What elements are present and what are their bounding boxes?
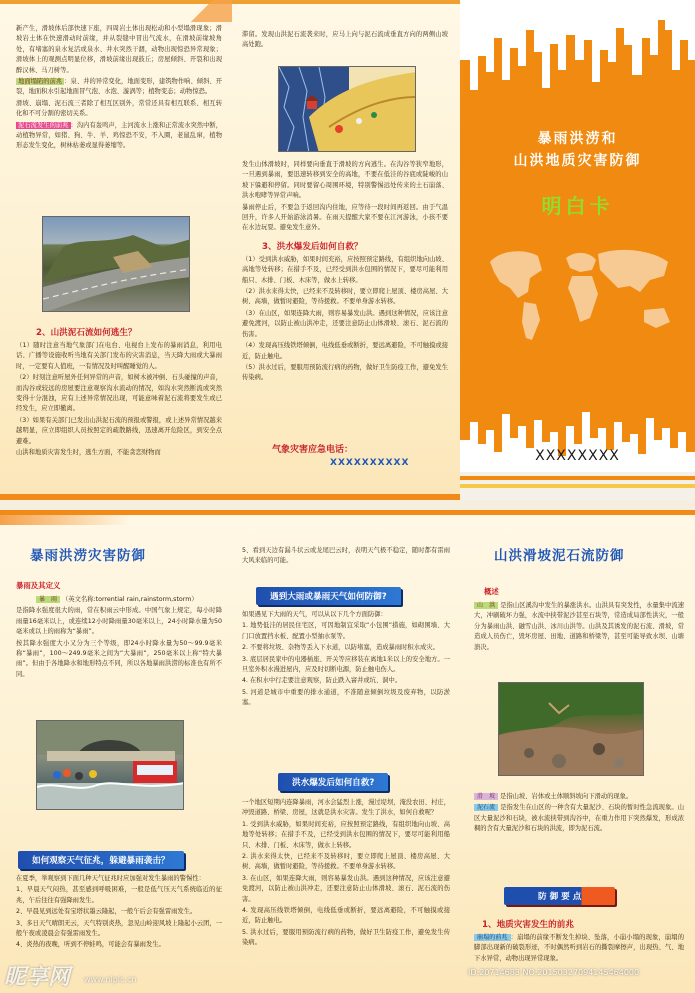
flood-selfrescue-heading: 3、洪水爆发后如何自救？ xyxy=(262,241,363,252)
panel-top-left xyxy=(0,0,232,500)
weather-sign-1: 1、早晨天气闷热，甚至感到呼吸困难，一般是低气压天气系统临近的征兆，午后往往有强降雨发生。 xyxy=(16,886,222,904)
rainstorm-tag: 暴 雨 xyxy=(36,596,60,603)
debris-flow-tag: 泥石流 xyxy=(474,804,498,811)
bot-mid-top-bar xyxy=(232,510,460,515)
cover-bottom-bar-1 xyxy=(460,476,695,480)
weather-sign-banner: 如何观察天气征兆，躲避暴雨袭击？ xyxy=(18,851,184,869)
flash-flood-tag: 山 洪 xyxy=(474,602,498,609)
overview-heading: 概述 xyxy=(484,587,499,596)
cover-bottom-bar-2 xyxy=(460,484,695,488)
flood-step-5: 5. 洪水过后，要服用预防流行病的药物，做好卫生防疫工作，避免发生传染病。 xyxy=(242,928,450,947)
flood-tunnel-art xyxy=(37,721,184,810)
weather-sign-banner-wrap xyxy=(18,848,184,869)
flood-selfhelp-banner-wrap xyxy=(278,770,388,791)
bot-mid-para0: 5、看到天边有漏斗状云或龙尾巴云时，表明天气极不稳定，随时都有雷雨大风来临的可能。 xyxy=(242,547,450,565)
top-left-orange-wedge xyxy=(172,0,232,22)
panel-cover xyxy=(460,0,695,500)
debris-flow-art xyxy=(499,683,644,776)
weather-sign-3: 3、多日天气晴朗无云，天气特别炎热，忽见山岭迎风坡上隆起小云团，一般午夜或凌晨会有强雷雨发生。 xyxy=(16,919,222,938)
flood-intro: 一个地区短期内连降暴雨，河水会猛烈上涨，漫过堤坝，淹没农田、村庄，冲毁道路、桥梁、房屋，这就是洪水灾害。发生了洪水，如何自救呢？ xyxy=(242,799,450,817)
panel-bottom-middle xyxy=(232,510,460,993)
panel-bottom-left xyxy=(0,510,232,993)
cover-footer-code: XXXXXXXX xyxy=(535,448,620,464)
flood-step-3: 3. 在山区，如果连降大雨，则容易暴发山洪。遇到这种情况，应该注意避免渡河，以防止被山洪冲走，还要注意防止山体滑坡、滚石、泥石流的伤害。 xyxy=(242,874,450,903)
top-mid-para2: 暴雨停止后，不要急于返回沟内住地，应等待一段时间再返回。由于气温回升，许多人开始游泳消暑。在雨天提醒大家不要在江河游泳，小孩不要在水边玩耍。避免发生意外。 xyxy=(242,203,448,232)
precursor-heading: 1、地质灾害发生的前兆 xyxy=(482,920,574,930)
ground-collapse-sign: 地面塌陷的前兆 ：泉、井的异常变化，地面变形，建筑物作响、倾斜、开裂，地面积水引起地面冒气泡、水泡、漩涡等；植物变态；动物惊恐。 xyxy=(16,78,223,96)
rainstorm-definition-en: 暴 雨 （英文名称:torrential rain,rainstorm,storm） xyxy=(16,595,222,605)
debris-flow-photo xyxy=(498,682,644,776)
escape-step-4: 山洪和地质灾害发生时，逃生方面，不能贪恋财物而 xyxy=(16,449,161,457)
escape-step-3: （3）如果有关部门已发出山洪泥石流的预报或警报，或上述异常情况越来越明显，应立即组织人员按照定的疏散路线，迅速离开危险区，到安全点避难。 xyxy=(16,416,222,445)
flash-flood-definition: 山 洪 是指山区溪沟中发生的暴涨洪水。山洪具有突发性，水量集中流速大，冲刷破坏力强，水流中挟带泥沙甚至石块等，常造成局部性洪灾，一般分为暴雨山洪、融雪山洪、冰川山洪等。山洪及其诱发的泥石流、滑坡，常造成人员伤亡，毁坏房屋、田地、道路和桥梁等，甚至可能导致水坝、山塘溃决。 xyxy=(474,602,684,651)
collapse-precursor: 崩塌的前兆 ：崩塌的前缘不断发生掉块、坠落，小崩小塌的现象，崩塌的脚部出现新的破裂形迹，不时偶然听到岩石的撕裂摩擦声，出现热、气、地下水异常，动物出现异常现象。 xyxy=(474,934,684,962)
flood-selfhelp-banner: 洪水爆发后如何自救? xyxy=(278,773,388,791)
heavy-rain-intro: 如果遇见下大雨的天气，可以从以下几个方面防御： xyxy=(242,611,387,618)
flood-step-1: 1. 受到洪水威胁，如果时间充裕，应按照预定路线，有组织地向山坡、高地等处转移；在措手不及，已经受到洪水包围的情况下，要尽可能利用船只、木排、门板、木床等，做水上转移。 xyxy=(242,820,450,849)
watermark-logo: 昵享网 xyxy=(4,965,71,990)
heavy-rain-tip-1: 1. 地势低洼的居民住宅区，可因地制宜采取“小包围”措施，如砌围墙、大门口放置挡水板、配置小型抽水泵等。 xyxy=(242,622,450,640)
flood-rescue-2: （2）洪水来得太快，已经来不及转移时，要立即爬上屋顶、楼房高屋、大树、高墙，做暂时避险，等待援救。不要单身游水转移。 xyxy=(242,288,448,306)
heavy-rain-tip-5: 5. 河道是城市中重要的排水通道，不准随意倾倒垃圾及废弃物，以防淤塞。 xyxy=(242,688,450,707)
rainstorm-levels: 按其降水强度大小又分为三个等级，即24小时降水量为50～99.9毫米称“暴雨”，100～249.9毫米之间为“大暴雨”，250毫米以上称“特大暴雨”。但由于各地降水和地形特点不同，所以各地暴雨洪涝的标准也有所不同。 xyxy=(16,639,222,678)
top-left-para3: 滑坡、崩塌、泥石流三者除了相互区别外，常常还具有相互联系、相互转化和不可分割的密切关系。 xyxy=(16,99,222,118)
rainstorm-definition: 是指降水强度很大的雨，常在积雨云中形成。中国气象上规定，每小时降雨量16毫米以上，或连续12小时降雨量30毫米以上，24小时降水量为50毫米或以上的雨称为“暴雨”。 xyxy=(16,607,222,636)
flood-step-2: 2. 洪水来得太快，已经来不及转移时，要立即爬上屋顶、楼房高屋、大树、高墙，做暂时避险，等待援救。不要单身游水转移。 xyxy=(242,853,450,871)
top-mid-para0: 滞留。发现山洪泥石流袭来时，应马上向与泥石流成垂直方向的两侧山坡高处跑。 xyxy=(242,31,448,49)
landslide-road-photo xyxy=(42,216,190,312)
weather-sign-2: 2、早晨见到远处有宝塔状墨云隆起，一般午后会有强雷雨发生。 xyxy=(16,908,197,916)
road-illustration xyxy=(43,217,190,312)
flood-rescue-4: （4）发现高压线铁塔倾倒，电线低垂或断折，要远离避险，不可触摸或接近，防止触电。 xyxy=(242,342,448,360)
weather-sign-4: 4、炎热的夜晚，听到不停蛙鸣，可能会有暴雨发生。 xyxy=(16,941,165,949)
landslide-section-title: 山洪滑坡泥石流防御 xyxy=(494,548,625,564)
landslide-tag: 滑 坡 xyxy=(474,793,498,800)
panel-bottom-right xyxy=(460,510,695,993)
heavy-rain-banner-wrap xyxy=(256,584,401,605)
ground-collapse-label: 地面塌陷的前兆 xyxy=(18,78,63,86)
defense-banner: 防 御 要 点 xyxy=(504,887,615,905)
flood-rescue-1: （1）受到洪水威胁，如果时间充裕，应按照预定路线，有组织地向山坡、高地等处转移；在措手不及，已经受到洪水包围的情况下，要尽可能利用船只、木排、门板、木床等，做水上转移。 xyxy=(242,255,448,284)
panel-top-middle xyxy=(232,0,460,500)
flood-step-4: 4. 发现高压线铁塔倾倒，电线低垂或断折，要远离避险，不可触摸或接近，防止触电。 xyxy=(242,907,450,925)
collapse-precursor-tag: 崩塌的前兆 xyxy=(474,934,511,941)
world-map-icon xyxy=(480,240,680,350)
cover-title-line1: 暴雨洪涝和 xyxy=(537,131,618,147)
landslide-cartoon-art xyxy=(279,67,416,152)
flood-tunnel-photo xyxy=(36,720,184,810)
emergency-phone: XXXXXXXXXX xyxy=(330,458,410,468)
flood-rescue-5: （5）洪水过后，要服用预防流行病的药物，做好卫生防疫工作，避免发生传染病。 xyxy=(242,363,448,382)
landslide-cartoon xyxy=(278,66,416,152)
rainstorm-definition-heading: 暴雨及其定义 xyxy=(16,581,61,590)
fold-divider xyxy=(0,500,695,510)
weather-sign-intro: 在夏季，举观察到下面几种天气征兆时应加强对发生暴雨的警惕性： xyxy=(16,875,205,882)
emergency-contact-label: 气象灾害应急电话： xyxy=(272,445,354,455)
cover-subtitle: 明白卡 xyxy=(541,194,614,218)
bot-left-orange-wedge xyxy=(0,515,130,525)
escape-step-1: （1）随时注意当地气象部门在电台、电视台上发布的暴雨消息，利用电话、广播等设施收听当地有关部门发布的灾害消息，当天降大雨或大暴雨时，一定要有人值班，一有情况及时叫醒睡觉的人。 xyxy=(16,342,222,370)
escape-heading: 2、山洪泥石流如何逃生？ xyxy=(36,328,137,338)
watermark-id: ID:20714683 NO:20150327094145464000 xyxy=(468,968,640,977)
bot-right-top-bar xyxy=(460,510,695,515)
rainstorm-section-title: 暴雨洪涝灾害防御 xyxy=(30,548,146,564)
heavy-rain-tip-4: 4. 在积水中行走要注意观察，防止跌入窨井或坑、洞中。 xyxy=(242,677,402,685)
top-mid-para1: 发生山体滑坡时，同样要向垂直于滑坡的方向逃生。在沟谷等狭窄地形，一旦遇到暴雨，要迅速转移到安全的高地，不要在低洼的谷底或陡峻的山坡下躲避和停留。同时要留心周围环境，特别警惕远处传来的土石崩落、洪水咆哮等异常声响。 xyxy=(242,161,448,200)
debris-flow-sign: 泥石流发生的前兆 ：沟内有轰鸣声，主河流水上涨和正常流水突然中断，动植物异常，如猪、狗、牛、羊、鸡惊恐不安，不入圈，老鼠乱窜，植物形态发生变化，树林枯萎或显得萎缩等。 xyxy=(16,121,223,150)
escape-step-2: （2）时刻注意听屋外任何异常的声音，如树木被冲倒、石头碰撞的声音，而沟谷或较远的房屋要注意观察沟水流动的情况，如沟水突然断流或突然变得十分混浊，应有上述异常情况出现，可能意味着泥石流将要发生或已经发生，应立即撤离。 xyxy=(16,374,222,413)
defense-banner-wrap xyxy=(504,884,615,905)
top-mid-orange-band xyxy=(232,0,460,4)
heavy-rain-banner: 遇到大雨或暴雨天气如何防御? xyxy=(256,587,401,605)
flood-rescue-3: （3）在山区，如果连降大雨，则容易暴发山洪。遇到这种情况，应该注意避免渡河，以防止被山洪冲走，还要注意防止山体滑坡、滚石、泥石流的伤害。 xyxy=(242,309,448,338)
cover-title-line2: 山洪地质灾害防御 xyxy=(513,153,642,169)
top-left-para1: 新产生，滑坡体后部快速下座，四周岩土体出现松动和小型塌滑现象；滑坡岩土体在快速滑动时前缘，并从裂缝中冒出气流水，在滑坡前缘坡角处，有堵塞的泉水复活或泉水、井水突然干涸，动物出现惊恐异常现象；滑坡体上的观测点明显位移，滑坡前缘出现鼓丘；房屋倾斜、开裂和出现醉汉林、马刀树等。 xyxy=(16,25,222,74)
debris-flow-label: 泥石流发生的前兆 xyxy=(18,121,69,129)
heavy-rain-tip-2: 2. 不要将垃圾、杂物等丢入下水道，以防堵塞，造成暴雨时积水成灾。 xyxy=(242,644,439,652)
watermark-domain: www.nipic.cn xyxy=(84,975,137,984)
skyline-top xyxy=(460,0,695,110)
landslide-definition: 滑 坡 是指山坡、岩体或土体顺斜坡向下滑动的现象。 xyxy=(474,792,684,802)
debris-flow-definition: 泥石流 是指发生在山区的一种含有大量泥沙、石块的暂时性急流现象。山区大量泥沙和石块，被水流挟带到沟谷中，在重力作用下突然爆发，形成浓稠的含有大量泥沙和石块的洪流，即为泥石流。 xyxy=(474,804,684,833)
heavy-rain-tip-3: 3. 底层居民家中的电器插座、开关等应移装在离地1米以上的安全地方。一旦室外积水漫进屋内，应及时切断电源，防止触电伤人。 xyxy=(242,655,450,674)
